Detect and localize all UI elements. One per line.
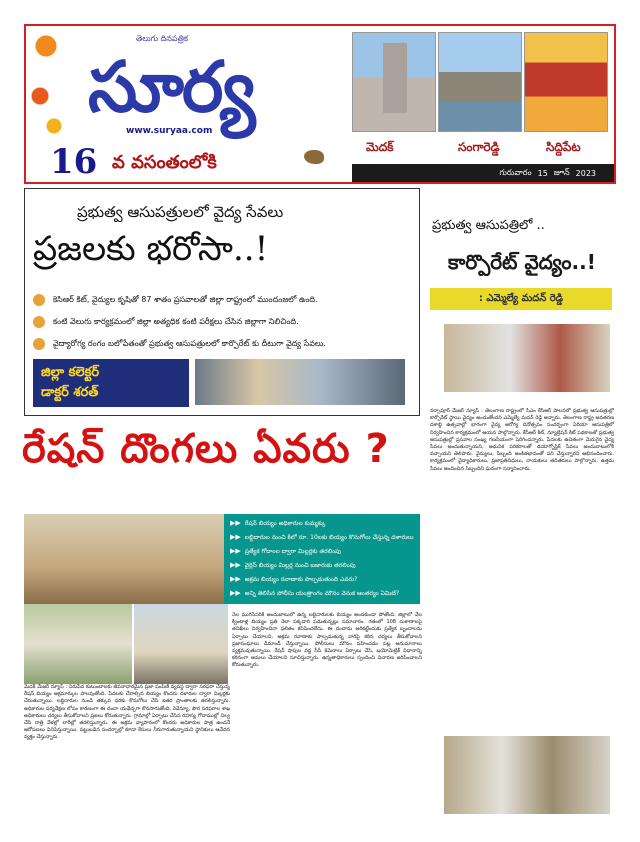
sidebar-author: : ఎమ్మెల్యే మదన్ రెడ్డి xyxy=(430,288,612,310)
sidebar-article xyxy=(428,198,614,814)
place-medak: మెదక్ xyxy=(366,140,394,154)
triangle-icon: ▶▶ xyxy=(230,560,241,569)
anniversary-text xyxy=(112,152,217,177)
sidebar-article-text: నర్సాపూర్ మేజర్ న్యూస్ : తెలంగాణ రాష్ట్రంలో సీఎం కేసీఆర్ పాలనలో ప్రభుత్వ ఆసుపత్రుల్లో కార్పొరేట్ స్థాయి వైద్యం అందుతోందని ఎమ్మెల్యే మదన్ రెడ్డి అన్నారు. తెలంగాణ రాష్ట్ర అవతరణ దశాబ్ది ఉత్సవాల్లో భాగంగా వైద్య ఆరోగ్య దినోత్సవం సందర్భంగా ఏరియా ఆసుపత్రిలో నిర్వహించిన కార్యక్రమంలో ఆయన పాల్గొన్నారు. కేసీఆర్ కిట్, న్యూట్రిషన్ కిట్ పథకాలతో ప్రభుత్వ ఆసుపత్రుల్లో ప్రసవాల సంఖ్య గణనీయంగా పెరిగిందన్నారు. పేదలకు ఉచితంగా మెరుగైన వైద్య సేవలు అందుతున్నాయని, ఆధునిక పరికరాలతో డయాగ్నోస్టిక్ సేవలు అందుబాటులోకి వచ్చాయని తెలిపారు. వైద్యులు, సిబ్బంది అంకితభావంతో పని చేస్తున్నారని అభినందించారు. కార్యక్రమంలో వైద్యాధికారులు, ప్రజాప్రతినిధులు, నాయకులు తదితరులు పాల్గొన్నారు. ఉత్తమ సేవలు అందించిన సిబ్బందిని ఘనంగా సన్మానించారు. xyxy=(430,408,614,472)
highlight-item: ▶▶ లబ్దిదారుల నుంచి కిలో రూ. 10లకు బియ్యం కొనుగోలు చేస్తున్న దళారులు xyxy=(230,532,414,541)
collector-name: డాక్టర్ శరత్ xyxy=(41,385,99,400)
bullet-icon xyxy=(33,294,45,306)
highlight-item: ▶▶ అన్ని తెలిసిన పోలీసు యంత్రాంగం మౌనం వెనుక ఆంతర్యం ఏమిటి? xyxy=(230,588,400,597)
place-siddipet: సిద్దిపేట xyxy=(546,140,581,154)
highlight-item: ▶▶ ప్రత్యేక గోదాంల ద్వారా మిల్లర్లకు తరలింపు xyxy=(230,546,342,555)
anniversary-number: 16 xyxy=(50,142,98,182)
godown-photo xyxy=(24,604,132,684)
date-day: గురువారం xyxy=(499,167,532,177)
ration-highlights xyxy=(224,514,420,604)
banner-point: కెసిఆర్ కిట్, వైద్యుల కృషితో 87 శాతం ప్రసవాలతో జిల్లా రాష్ట్రంలో ముందంజలో ఉంది. xyxy=(33,289,413,311)
bird-icon xyxy=(304,150,324,164)
collector-box xyxy=(33,359,189,407)
truck-photo xyxy=(134,604,228,684)
triangle-icon: ▶▶ xyxy=(230,518,241,527)
banner-point: వైద్యారోగ్య రంగం బలోపేతంతో ప్రభుత్వ ఆసుపత్రులలో కార్పొరేట్ కు దీటుగా వైద్య సేవలు. xyxy=(33,333,413,355)
flower-decoration xyxy=(26,26,66,146)
staff-group-photo xyxy=(444,736,610,814)
mla-event-photo xyxy=(444,324,610,392)
bullet-icon xyxy=(33,338,45,350)
triangle-icon: ▶▶ xyxy=(230,588,241,597)
banner-points xyxy=(33,289,413,355)
date-month: జూన్ xyxy=(553,167,570,177)
officials-group-photo xyxy=(195,359,405,405)
bullet-icon xyxy=(33,316,45,328)
sidebar-headline-2: కార్పొరేట్ వైద్యం..! xyxy=(448,250,596,274)
highlight-item: ▶▶ రేషన్ బియ్యం అధికారుల కుమ్మక్కు xyxy=(230,518,326,527)
sangareddy-dam-photo xyxy=(438,32,522,132)
siddipet-temple-photo xyxy=(524,32,608,132)
anniversary-prefix: వ xyxy=(112,152,125,173)
banner-headline-2: ప్రజలకు భరోసా..! xyxy=(33,229,269,269)
ration-sacks-photo xyxy=(24,514,224,604)
masthead xyxy=(24,24,616,184)
triangle-icon: ▶▶ xyxy=(230,574,241,583)
ration-article-text-a: మెదక్ మేజర్ న్యూస్ : నిరుపేద కుటుంబాలకు జీవనాధారమైన ప్రజా పంపిణీ వ్యవస్థ ద్వారా సరఫరా చేస్తున్న రేషన్ బియ్యం అక్రమార్కుల పాలవుతోంది. పేదలకు చేరాల్సిన బియ్యం కొందరు దళారుల ద్వారా మిల్లర్లకు చేరుతున్నాయి. లబ్దిదారుల నుండి తక్కువ ధరకు కొనుగోలు చేసి ఇతర ప్రాంతాలకు తరలిస్తున్నారు. అధికారుల పర్యవేక్షణ లోపం కారణంగా ఈ దందా యథేచ్ఛగా కొనసాగుతోంది. రెవెన్యూ, పౌర సరఫరాల శాఖ అధికారులు చర్యలు తీసుకోవాలని ప్రజలు కోరుతున్నారు. గ్రామాల్లో ఏర్పాటు చేసిన రహస్య గోదాముల్లో నిల్వ చేసి రాత్రి వేళల్లో లారీల్లో తరలిస్తున్నారు. ఈ అక్రమ వ్యాపారంలో కొందరు అధికారుల పాత్ర ఉందనే ఆరోపణలు వినిపిస్తున్నాయి. పట్టుబడిన సందర్భాల్లో కూడా కేసులు నీరుగారుతున్నాయని స్థానికులు ఆవేదన వ్యక్తం చేస్తున్నారు. xyxy=(24,684,230,741)
masthead-tagline: తెలుగు దినపత్రిక xyxy=(136,34,189,43)
date-d: 15 xyxy=(537,168,548,178)
highlight-item: ▶▶ వైర్లెస్ బియ్యం మిల్లర్ల నుంచి బజారుకు తరలింపు xyxy=(230,560,356,569)
date-year: 2023 xyxy=(575,168,596,178)
triangle-icon: ▶▶ xyxy=(230,532,241,541)
newspaper-logo: సూర్య xyxy=(88,45,254,128)
main-headline: రేషన్ దొంగలు ఏవరు ? xyxy=(22,426,390,472)
triangle-icon: ▶▶ xyxy=(230,546,241,555)
banner-point: కంటి వెలుగు కార్యక్రమంలో జిల్లా అత్యధిక కంటి పరీక్షలు చేసిన జిల్లాగా నిలిచింది. xyxy=(33,311,413,333)
place-sangareddy: సంగారెడ్డి xyxy=(458,140,500,154)
medak-church-photo xyxy=(352,32,436,132)
highlight-item: ▶▶ అక్రమ బియ్యం రవాణాకు పాల్పడుతుంది ఎవరు? xyxy=(230,574,358,583)
sidebar-headline-1: ప్రభుత్వ ఆసుపత్రిలో .. xyxy=(432,218,545,233)
ration-article-text-b: నెల ముగిసేసరికి అందుబాటులో ఉన్న లబ్దిదారులకు బియ్యం అందకుండా పోతోంది. జిల్లాలో వేల క్వింటాళ్ల బియ్యం ప్రతి నెలా పక్కదారి పడుతున్నట్లు సమాచారం. గతంలో 108 దుకాణాలపై తనిఖీలు నిర్వహించినా ఫలితం కనిపించలేదు. ఈ దందాను అరికట్టేందుకు ప్రత్యేక బృందాలను ఏర్పాటు చేయాలని, అక్రమ రవాణాకు పాల్పడుతున్న వారిపై కఠిన చర్యలు తీసుకోవాలని ప్రజాసంఘాలు డిమాండ్ చేస్తున్నాయి. పోలీసులు మౌనం వహించడం పట్ల అనుమానాలు వ్యక్తమవుతున్నాయి. రేషన్ షాపుల వద్ద సీసీ కెమెరాలు ఏర్పాటు చేసి, బయోమెట్రిక్ విధానాన్ని కఠినంగా అమలు చేయాలని సూచిస్తున్నారు. ఉన్నతాధికారులు స్పందించి విచారణ జరిపించాలని కోరుతున్నారు. xyxy=(232,612,422,669)
banner-headline-1: ప్రభుత్వ ఆసుపత్రులలో వైద్య సేవలు xyxy=(77,203,284,221)
date-bar xyxy=(352,164,614,182)
anniversary-word: వసంతంలోకి xyxy=(131,152,217,173)
hospital-banner xyxy=(24,188,420,416)
collector-title: జిల్లా కలెక్టర్ xyxy=(41,365,100,380)
website-url[interactable]: www.suryaa.com xyxy=(126,126,213,136)
